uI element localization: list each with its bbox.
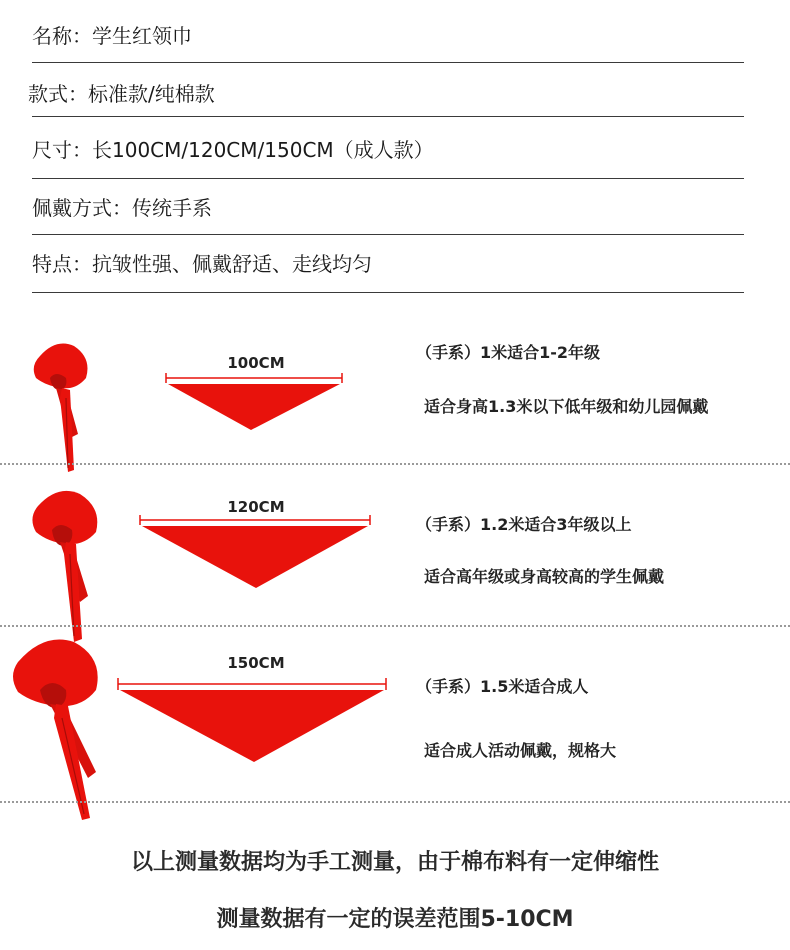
measure-label-150: 150CM: [227, 654, 285, 672]
spec-name-text: 名称：学生红领巾: [32, 24, 192, 48]
size-120-line1: （手系）1.2米适合3年级以上: [416, 515, 632, 534]
spec-name-row: [32, 20, 744, 63]
scarf-measure-120: [138, 512, 374, 622]
size-100-line2: 适合身高1.3米以下低年级和幼儿园佩戴: [424, 397, 709, 416]
size-120-line2: 适合高年级或身高较高的学生佩戴: [424, 567, 665, 586]
scarf-photo-large: [8, 632, 112, 822]
spec-size-text: 尺寸：长100CM/120CM/150CM（成人款）: [32, 138, 434, 162]
size-100-line1: （手系）1米适合1-2年级: [416, 343, 601, 362]
size-block-150: [0, 632, 790, 802]
size-150-line2: 适合成人活动佩戴，规格大: [424, 741, 617, 760]
spec-style-text: 款式：标准款/纯棉款: [28, 82, 215, 106]
measure-label-120: 120CM: [227, 498, 285, 516]
spec-wear-row: [32, 178, 744, 235]
size-150-line1: （手系）1.5米适合成人: [416, 677, 589, 696]
spec-size-row: [32, 116, 744, 179]
spec-feature-text: 特点：抗皱性强、佩戴舒适、走线均匀: [32, 252, 372, 276]
spec-feature-row: [32, 234, 744, 293]
scarf-measure-150: [116, 674, 390, 804]
size-block-120: [0, 482, 790, 632]
measure-label-100: 100CM: [227, 354, 285, 372]
measurement-note-line2: 测量数据有一定的误差范围5-10CM: [216, 907, 574, 932]
measurement-note-line1: 以上测量数据均为手工测量，由于棉布料有一定伸缩性: [130, 850, 659, 875]
spec-wear-text: 佩戴方式：传统手系: [32, 196, 212, 220]
separator-2: [0, 625, 790, 627]
scarf-measure-100: [164, 370, 348, 470]
scarf-photo-medium: [24, 484, 108, 644]
scarf-photo-small: [26, 338, 96, 473]
separator-1: [0, 463, 790, 465]
separator-3: [0, 801, 790, 803]
spec-style-row: [28, 62, 744, 117]
size-block-100: [0, 330, 790, 470]
